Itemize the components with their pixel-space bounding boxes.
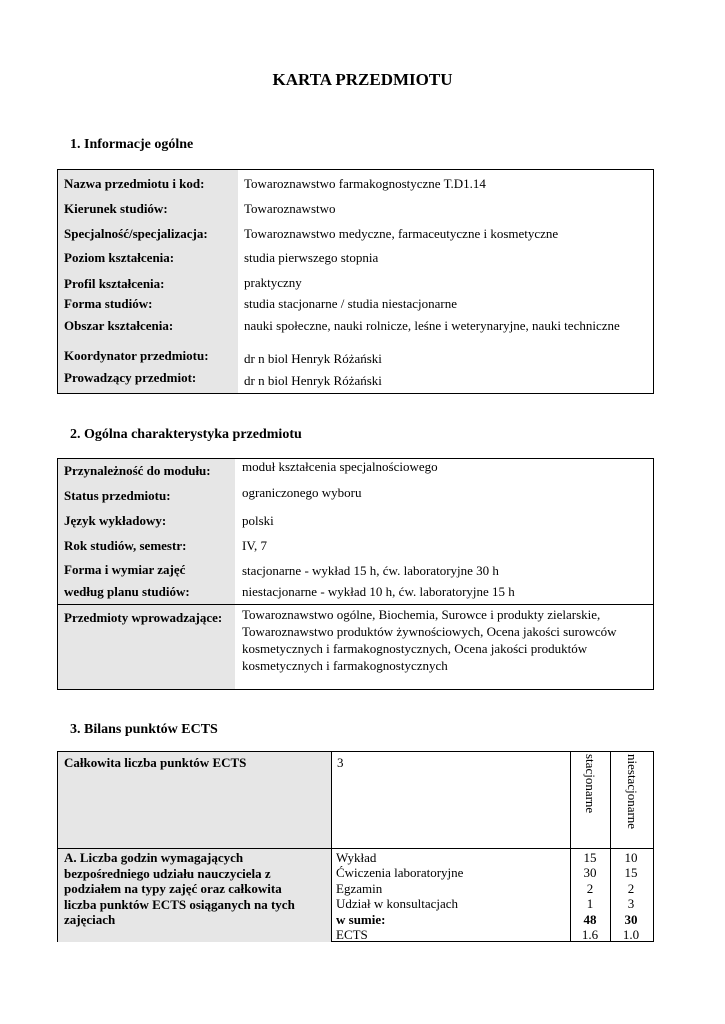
activity-item: Egzamin: [336, 880, 383, 896]
contact-label-line: bezpośredniego udziału nauczyciela z: [64, 865, 271, 881]
value-status: ograniczonego wyboru: [242, 485, 362, 500]
label-specialization: Specjalność/specjalizacja:: [64, 226, 208, 241]
value-coordinator: dr n biol Henryk Różański: [244, 351, 382, 366]
stationary-value: 2: [586, 880, 594, 896]
activity-item: w sumie:: [336, 911, 386, 927]
section-1-heading: 1. Informacje ogólne: [70, 137, 194, 152]
header-extramural: niestacjonarne: [625, 754, 640, 830]
label-class-form: Forma i wymiar zajęć: [64, 562, 186, 577]
value-instructor: dr n biol Henryk Różański: [244, 373, 382, 388]
divider: [570, 752, 571, 941]
contact-label-line: A. Liczba godzin wymagających: [64, 850, 244, 865]
label-language: Język wykładowy:: [64, 513, 167, 528]
stationary-value: 1: [586, 896, 594, 912]
stationary-values: [573, 850, 607, 942]
activity-item: Udział w konsultacjach: [336, 896, 459, 912]
activities-list: [336, 850, 463, 942]
extramural-value: 3: [627, 896, 635, 912]
value-level: studia pierwszego stopnia: [244, 250, 379, 265]
activity-item: Ćwiczenia laboratoryjne: [336, 865, 464, 881]
contact-label-line: liczba punktów ECTS osiąganych na tych: [64, 896, 295, 912]
label-profile: Profil kształcenia:: [64, 276, 165, 291]
value-module: moduł kształcenia specjalnościowego: [242, 459, 438, 474]
contact-label-line: zajęciach: [64, 912, 116, 928]
extramural-value: 30: [624, 911, 638, 927]
value-specialization: Towaroznawstwo medyczne, farmaceutyczne i kosmetyczne: [244, 226, 559, 241]
divider: [610, 752, 611, 941]
label-total-ects: Całkowita liczba punktów ECTS: [64, 755, 247, 770]
extramural-value: 2: [627, 880, 635, 896]
characteristics-table: [57, 458, 654, 690]
header-stationary: stacjonarne: [583, 754, 598, 814]
label-field: Kierunek studiów:: [64, 201, 168, 216]
label-prerequisites: Przedmioty wprowadzające:: [64, 610, 223, 625]
value-field: Towaroznawstwo: [244, 201, 336, 216]
label-course-name: Nazwa przedmiotu i kod:: [64, 176, 205, 191]
label-level: Poziom kształcenia:: [64, 250, 175, 265]
ects-table: [57, 751, 654, 942]
divider: [331, 752, 332, 941]
prereq-line: kosmetycznych i farmakognostycznych: [242, 658, 448, 673]
label-form: Forma studiów:: [64, 296, 153, 311]
label-study-plan: według planu studiów:: [64, 584, 190, 599]
value-year-semester: IV, 7: [242, 538, 268, 553]
prereq-line: kosmetycznych i farmakognostycznych, Ocena jakości produktów: [242, 641, 588, 656]
label-coordinator: Koordynator przedmiotu:: [64, 348, 209, 363]
divider: [58, 604, 653, 605]
divider: [58, 848, 653, 849]
general-info-table: [57, 169, 654, 394]
value-profile: praktyczny: [244, 275, 302, 290]
value-class-extramural: niestacjonarne - wykład 10 h, ćw. laboratoryjne 15 h: [242, 584, 515, 599]
stationary-value: 30: [583, 865, 597, 881]
value-prerequisites: [242, 606, 617, 674]
stationary-value: 1.6: [581, 926, 599, 942]
section-3-heading: 3. Bilans punktów ECTS: [70, 722, 218, 737]
page-title: KARTA PRZEDMIOTU: [272, 70, 453, 89]
label-year-semester: Rok studiów, semestr:: [64, 538, 187, 553]
contact-label-line: podziałem na typy zajęć oraz całkowita: [64, 881, 282, 897]
value-class-stationary: stacjonarne - wykład 15 h, ćw. laboratoryjne 30 h: [242, 563, 499, 578]
extramural-values: [614, 850, 648, 942]
extramural-value: 1.0: [622, 926, 640, 942]
extramural-value: 10: [624, 850, 638, 865]
prereq-line: Towaroznawstwo ogólne, Biochemia, Surowce i produkty zielarskie,: [242, 607, 601, 622]
value-language: polski: [242, 513, 274, 528]
label-module: Przynależność do modułu:: [64, 463, 211, 478]
value-course-name: Towaroznawstwo farmakognostyczne T.D1.14: [244, 176, 486, 191]
extramural-value: 15: [624, 865, 638, 881]
stationary-value: 48: [583, 911, 597, 927]
label-area: Obszar kształcenia:: [64, 318, 174, 333]
label-instructor: Prowadzący przedmiot:: [64, 370, 197, 385]
label-contact-hours: [64, 850, 295, 928]
value-area: nauki społeczne, nauki rolnicze, leśne i weterynaryjne, nauki techniczne: [244, 318, 620, 333]
stationary-value: 15: [583, 850, 597, 865]
label-status: Status przedmiotu:: [64, 488, 171, 503]
section-2-heading: 2. Ogólna charakterystyka przedmiotu: [70, 427, 302, 442]
activity-item: ECTS: [336, 926, 368, 942]
activity-item: Wykład: [336, 850, 377, 865]
value-total-ects: 3: [337, 755, 344, 770]
value-form: studia stacjonarne / studia niestacjonarne: [244, 296, 457, 311]
prereq-line: Towaroznawstwo produktów żywnościowych, Ocena jakości surowców: [242, 624, 617, 639]
